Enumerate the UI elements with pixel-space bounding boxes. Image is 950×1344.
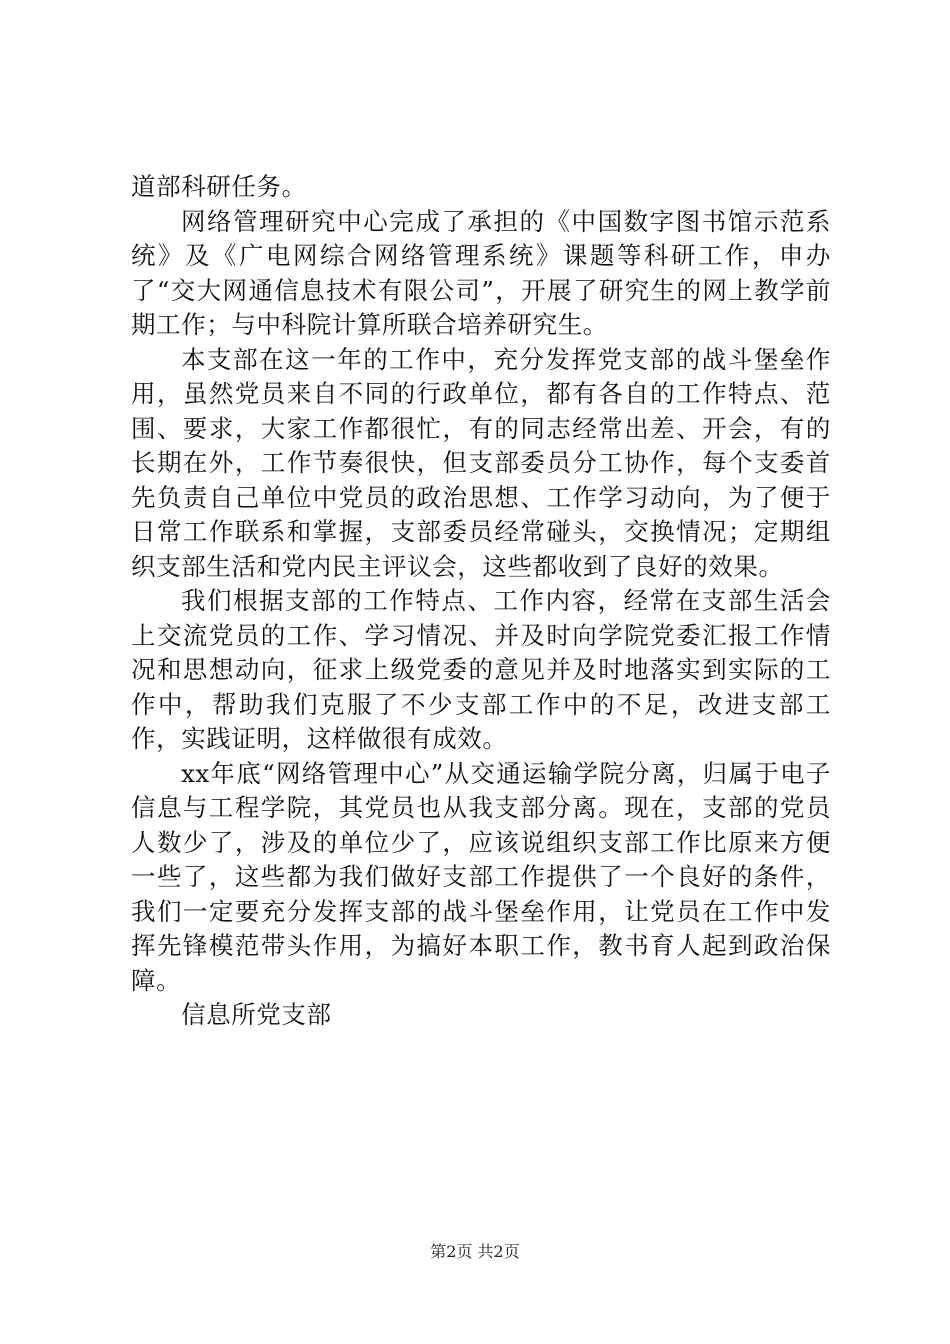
paragraph-branch-work: 本支部在这一年的工作中，充分发挥党支部的战斗堡垒作用，虽然党员来自不同的行政单位，都有各自的工作特点、范围、要求，大家工作都很忙，有的同志经常出差、开会，有的长期在外，工作节奏很快，但支部委员分工协作，每个支委首先负责自己单位中党员的政治思想、工作学习动向，为了便于日常工作联系和掌握，支部委员经常碰头，交换情况；定期组织支部生活和党内民主评议会，这些都收到了良好的效果。: [131, 344, 831, 581]
page-footer: 第2页 共2页: [430, 1242, 520, 1261]
paragraph-branch-meetings: 我们根据支部的工作特点、工作内容，经常在支部生活会上交流党员的工作、学习情况、并及时向学院党委汇报工作情况和思想动向，征求上级党委的意见并及时地落实到实际的工作中，帮助我们克服了不少支部工作中的不足，改进支部工作，实践证明，这样做很有成效。: [131, 586, 831, 753]
paragraph-research-center: 网络管理研究中心完成了承担的《中国数字图书馆示范系统》及《广电网综合网络管理系统》课题等科研工作，申办了“交大网通信息技术有限公司”，开展了研究生的网上教学前期工作；与中科院计算所联合培养研究生。: [131, 206, 831, 339]
document-body: [131, 170, 831, 1033]
paragraph-reorganization: xx年底“网络管理中心”从交通运输学院分离，归属于电子信息与工程学院，其党员也从我支部分离。现在，支部的党员人数少了，涉及的单位少了，应该说组织支部工作比原来方便一些了，这些都为我们做好支部工作提供了一个良好的条件，我们一定要充分发挥支部的战斗堡垒作用，让党员在工作中发挥先锋模范带头作用，为搞好本职工作，教书育人起到政治保障。: [131, 758, 831, 995]
paragraph-continuation: 道部科研任务。: [131, 172, 307, 201]
signature: 信息所党支部: [181, 1000, 332, 1029]
